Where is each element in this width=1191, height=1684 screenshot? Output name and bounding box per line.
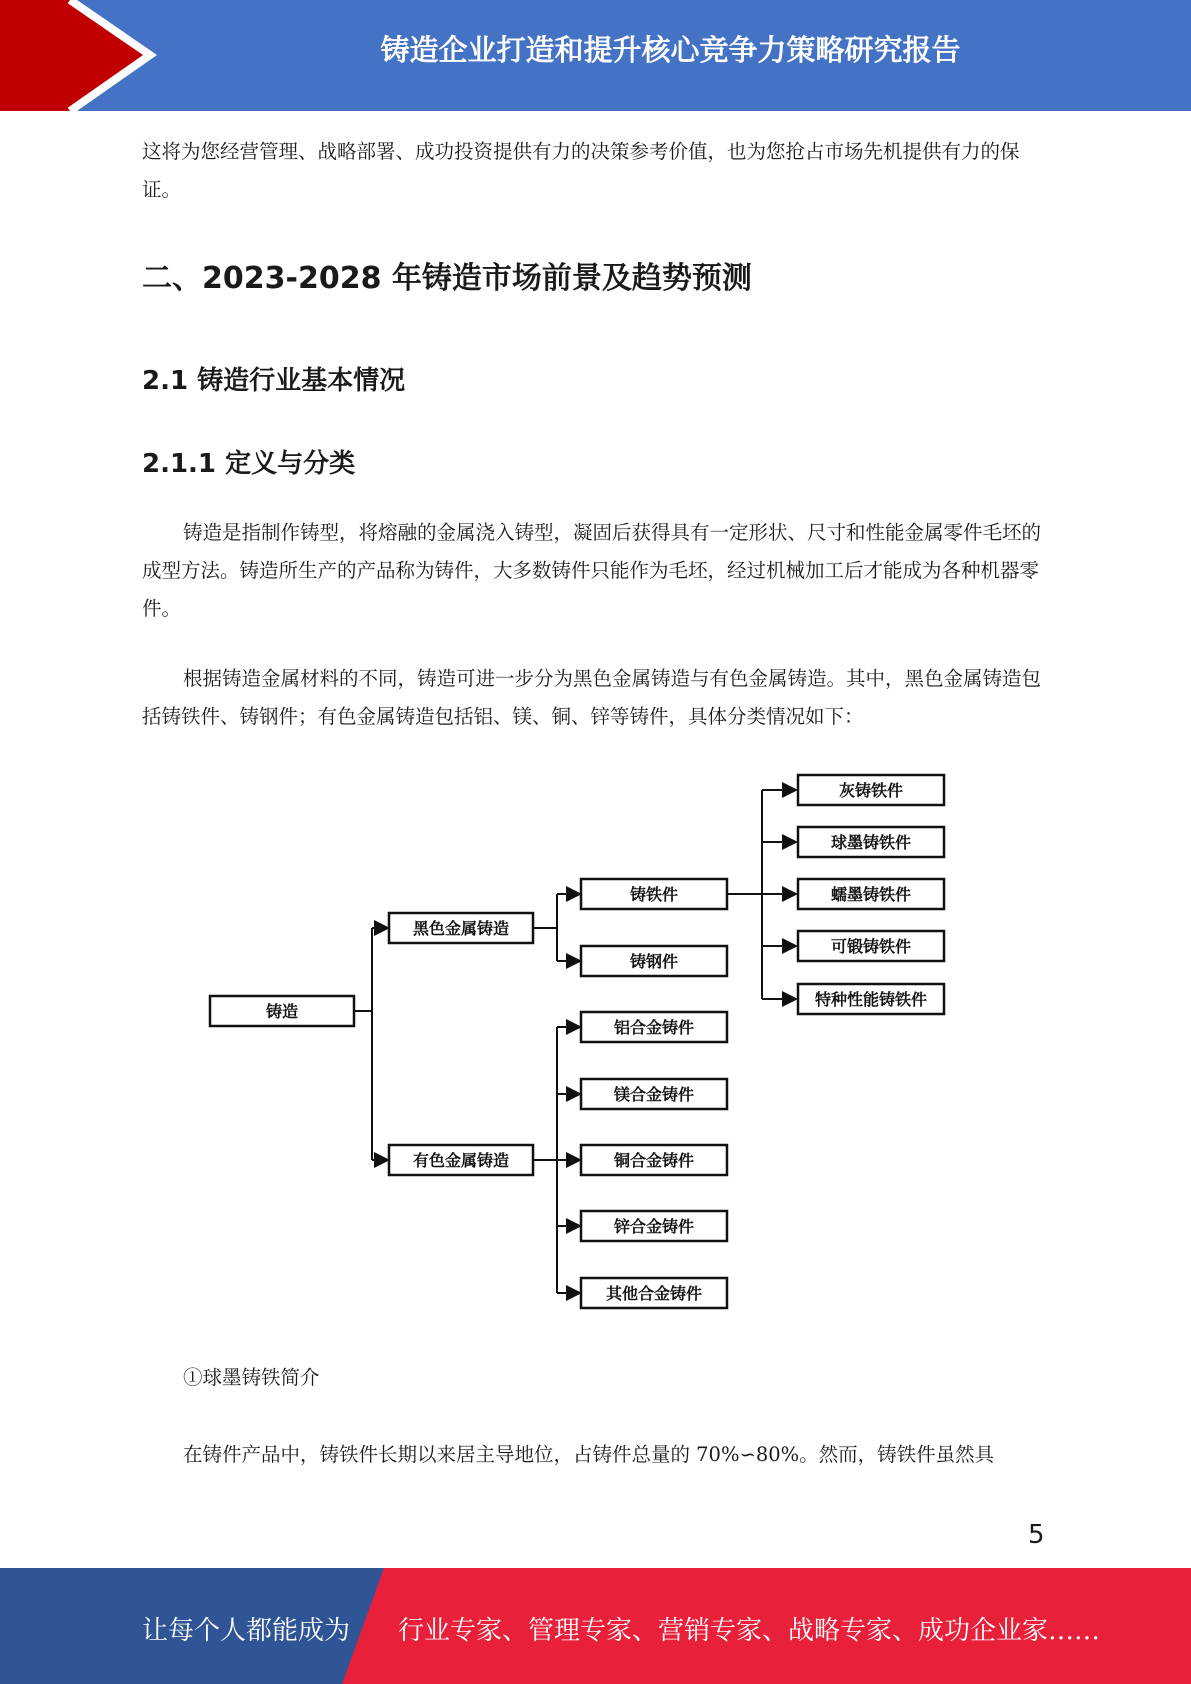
diagram-root-node [210,996,354,1026]
iron-type-label: 特种性能铸铁件 [814,990,928,1009]
last-paragraph-block [142,1436,1047,1474]
iron-type-label: 灰铸铁件 [838,781,904,800]
page-number: 5 [1028,1520,1045,1550]
cast-iron-label: 铸铁件 [629,885,679,904]
iron-type-label: 蠕墨铸铁件 [830,885,912,904]
diagram-alloy-node [581,1145,727,1175]
alloy-label: 铜合金铸件 [613,1151,695,1170]
diagram-iron-type-node [798,775,944,805]
footer-slogan-right: 行业专家、管理专家、营销专家、战略专家、成功企业家…… [398,1616,1101,1646]
alloy-label: 镁合金铸件 [613,1085,695,1104]
classification-paragraph: 根据铸造金属材料的不同，铸造可进一步分为黑色金属铸造与有色金属铸造。其中，黑色金属铸造包括铸铁件、铸钢件；有色金属铸造包括铝、镁、铜、锌等铸件，具体分类情况如下： [142,667,1041,728]
iron-type-label: 球墨铸铁件 [830,833,912,852]
definition-block [142,514,1047,628]
iron-type-label: 可锻铸铁件 [830,937,912,956]
root-label: 铸造 [265,1002,299,1021]
diagram-cast-steel-node [581,946,727,976]
note-block [142,1359,1047,1397]
diagram-alloy-node [581,1012,727,1042]
subsubsection-title: 2.1.1 定义与分类 [142,449,356,479]
last-paragraph: 在铸件产品中，铸铁件长期以来居主导地位，占铸件总量的 70%∽80%。然而，铸铁件虽然具 [182,1443,995,1466]
diagram-iron-type-node [798,931,944,961]
footer-slogan-left: 让每个人都能成为 [142,1616,351,1646]
diagram-cast-iron-node [581,879,727,909]
classification-block [142,660,1047,736]
nonferrous-label: 有色金属铸造 [412,1151,510,1170]
diagram-iron-type-node [798,984,944,1014]
intro-block [142,133,1047,209]
ferrous-label: 黑色金属铸造 [412,919,510,938]
diagram-iron-type-node [798,827,944,857]
diagram-iron-type-node [798,879,944,909]
subsection-note: ①球墨铸铁简介 [182,1366,320,1389]
diagram-ferrous-node [389,913,533,943]
report-title: 铸造企业打造和提升核心竞争力策略研究报告 [380,33,961,67]
intro-paragraph: 这将为您经营管理、战略部署、成功投资提供有力的决策参考价值，也为您抢占市场先机提供有力的保证。 [142,140,1020,201]
diagram-nonferrous-node [389,1145,533,1175]
alloy-label: 铝合金铸件 [613,1018,695,1037]
section-title: 二、2023-2028 年铸造市场前景及趋势预测 [142,261,752,296]
alloy-label: 其他合金铸件 [605,1284,703,1303]
alloy-label: 锌合金铸件 [613,1217,695,1236]
report-header [0,0,1191,111]
casting-classification-diagram [0,760,1191,1320]
diagram-connectors [354,790,796,1293]
definition-paragraph: 铸造是指制作铸型，将熔融的金属浇入铸型，凝固后获得具有一定形状、尺寸和性能金属零件毛坯的成型方法。铸造所生产的产品称为铸件，大多数铸件只能作为毛坯，经过机械加工后才能成为各种机器零件。 [142,521,1041,620]
subsection-title: 2.1 铸造行业基本情况 [142,366,406,396]
diagram-alloy-node [581,1211,727,1241]
header-arrow-decoration [0,0,160,111]
diagram-alloy-node [581,1079,727,1109]
report-footer [0,1568,1191,1684]
cast-steel-label: 铸钢件 [629,952,679,971]
diagram-alloy-node [581,1278,727,1308]
